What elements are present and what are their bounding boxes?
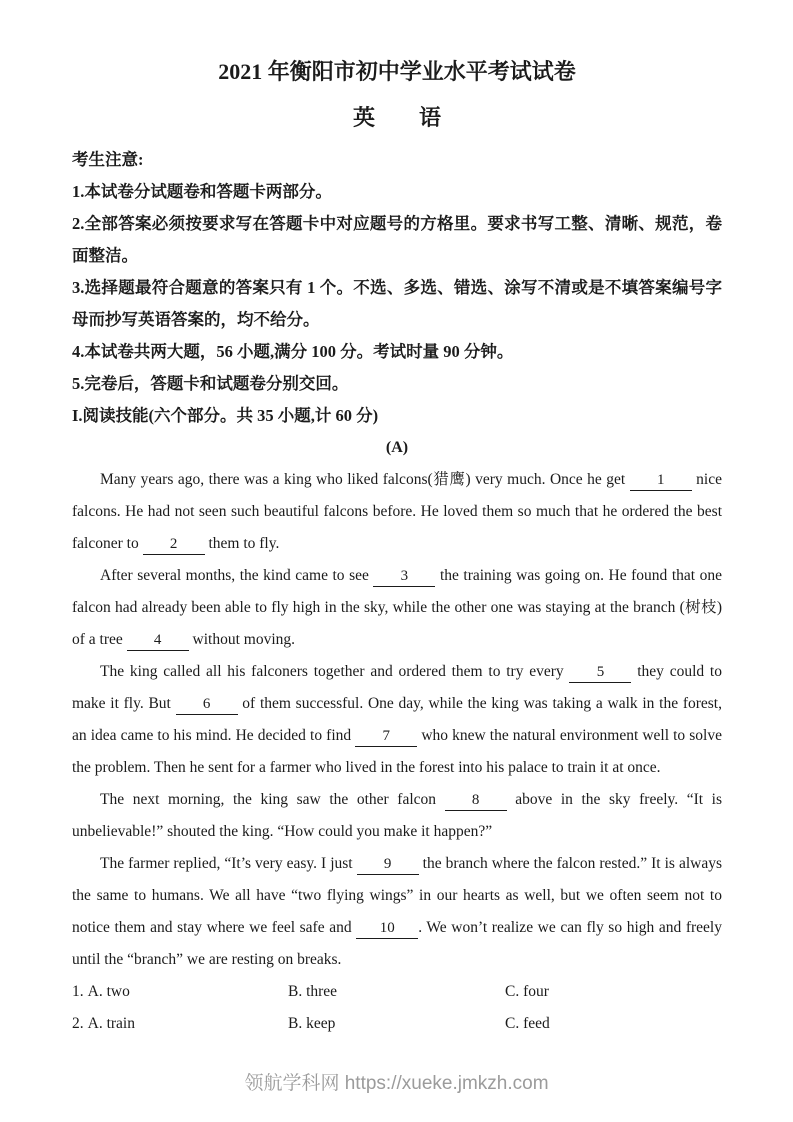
notice-item-1: 1.本试卷分试题卷和答题卡两部分。 [72,182,332,201]
notice-item-4: 4.本试卷共两大题，56 小题,满分 100 分。考试时量 90 分钟。 [72,342,514,361]
question-2-option-b [288,1008,505,1040]
question-options [72,976,722,1040]
footer-watermark: 领航学科网 https://xueke.jmkzh.com [244,1073,549,1094]
option-c-label: C. feed [505,1015,550,1032]
question-row-2 [72,1008,722,1040]
fill-blank-7: 7 [355,727,417,747]
notice-item-5: 5.完卷后，答题卡和试题卷分别交回。 [72,374,349,393]
question-row-1 [72,976,722,1008]
fill-blank-4: 4 [127,631,189,651]
section-heading-reading: I.阅读技能(六个部分。共 35 小题,计 60 分) [72,406,379,425]
passage-paragraph: The farmer replied, “It’s very easy. I just 9 the branch where the falcon rested.” It is always the same to humans. We all have “two flying wings” in our hearts as well, but we often seem not to notice them and stay where we feel safe and 10 . We won’t realize we can fly so high and freely until the “branch” we are resting on breaks. [72,855,722,968]
option-a-label: A. train [87,1015,135,1032]
candidate-notice [72,144,722,400]
question-number: 1. [72,983,84,1000]
question-1-option-c [505,976,722,1008]
fill-blank-10: 10 [356,919,418,939]
fill-blank-2: 2 [143,535,205,555]
passage-paragraph: Many years ago, there was a king who liked falcons(猎鹰) very much. Once he get 1 nice falcons. He had not seen such beautiful falcons before. He loved them so much that he ordered the best falconer to 2 them to fly. [72,464,722,560]
fill-blank-1: 1 [630,471,692,491]
passage-paragraph: After several months, the kind came to see 3 the training was going on. He found that one falcon had already been able to fly high in the sky, while the other one was staying at the branch (树枝) of a tree 4 without moving. [72,560,722,656]
part-label-a: (A) [385,439,409,456]
option-a-label: A. two [87,983,130,1000]
fill-blank-3: 3 [373,567,435,587]
question-1-option-b [288,976,505,1008]
option-b-label: B. keep [288,1015,336,1032]
fill-blank-9: 9 [357,855,419,875]
question-2-option-c [505,1008,722,1040]
exam-title: 2021 年衡阳市初中学业水平考试试卷 [218,59,576,84]
question-1-option-a [72,976,288,1008]
question-number: 2. [72,1015,84,1032]
passage-paragraph: The next morning, the king saw the other falcon 8 above in the sky freely. “It is unbelievable!” shouted the king. “How could you make it happen?” [72,791,722,840]
passage [72,464,722,976]
passage-paragraph: The king called all his falconers together and ordered them to try every 5 they could to make it fly. But 6 of them successful. One day, while the king was taking a walk in the forest, an idea came to his mind. He decided to find 7 who knew the natural environment well to solve the problem. Then he sent for a farmer who lived in the forest into his palace to train it at once. [72,663,722,776]
notice-heading: 考生注意: [72,150,144,169]
option-b-label: B. three [288,983,338,1000]
exam-subject: 英 语 [352,105,441,130]
option-c-label: C. four [505,983,549,1000]
question-2-option-a [72,1008,288,1040]
fill-blank-5: 5 [569,663,631,683]
fill-blank-6: 6 [176,695,238,715]
notice-item-3: 3.选择题最符合题意的答案只有 1 个。不选、多选、错选、涂写不清或是不填答案编号字母而抄写英语答案的，均不给分。 [72,278,722,329]
fill-blank-8: 8 [445,791,507,811]
notice-item-2: 2.全部答案必须按要求写在答题卡中对应题号的方格里。要求书写工整、清晰、规范，卷面整洁。 [72,214,722,265]
